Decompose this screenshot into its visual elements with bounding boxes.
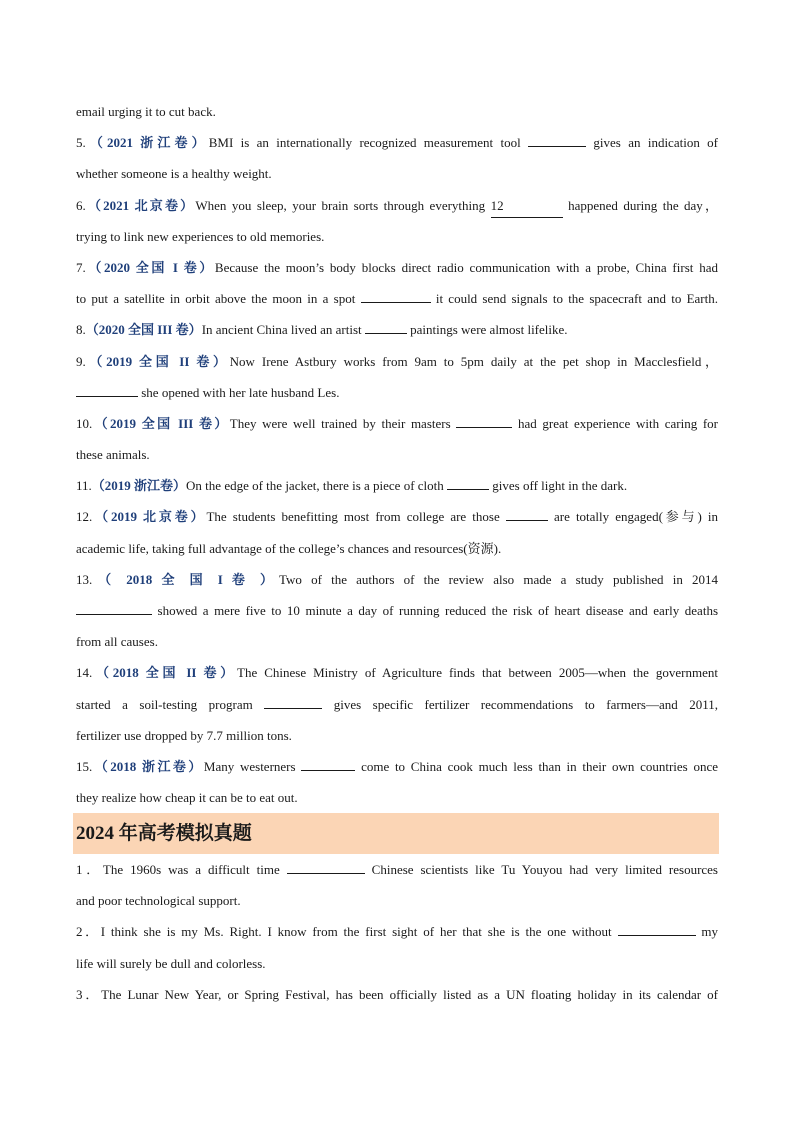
text-line xyxy=(76,569,718,600)
question-text: Chinese scientists like Tu Youyou had very limited resources xyxy=(371,862,718,877)
question-text: these animals. xyxy=(76,447,150,463)
question-number: 15. xyxy=(76,758,93,774)
answer-blank xyxy=(365,320,407,334)
exam-source: （2019 全国 II 卷） xyxy=(85,353,230,369)
question-item xyxy=(76,756,718,818)
text-line xyxy=(76,319,718,350)
answer-blank xyxy=(264,695,322,709)
text-line xyxy=(76,351,718,382)
question-text: are totally engaged(参与) in xyxy=(553,509,718,525)
question-text: it could send signals to the spacecraft and to Earth. xyxy=(435,291,718,307)
question-item xyxy=(76,195,718,257)
question-text: BMI is an internationally recognized measurement tool xyxy=(208,135,521,151)
question-text: started a soil-testing program xyxy=(76,696,253,712)
exam-source: （2018 浙江卷） xyxy=(92,758,204,774)
question-text: gives specific fertilizer recommendations to farmers—and 2011, xyxy=(333,696,718,712)
question-text: They were well trained by their masters xyxy=(229,415,451,431)
question-text: she opened with her late husband Les. xyxy=(141,384,340,400)
question-item xyxy=(76,257,718,319)
question-item xyxy=(76,132,718,194)
answer-blank xyxy=(447,476,489,490)
question-text: to put a satellite in orbit above the moon in a spot xyxy=(76,291,356,307)
text-line xyxy=(76,890,718,921)
text-line xyxy=(76,132,718,163)
question-number: 5. xyxy=(76,135,86,151)
question-item xyxy=(76,351,718,413)
text-line xyxy=(76,226,718,257)
text-line xyxy=(76,163,718,194)
question-text: whether someone is a healthy weight. xyxy=(76,166,272,182)
answer-blank xyxy=(76,383,138,397)
question-text: gives off light in the dark. xyxy=(492,478,628,494)
answer-blank xyxy=(506,507,548,521)
answer-blank xyxy=(618,922,696,936)
text-line xyxy=(76,257,718,288)
text-line xyxy=(76,953,718,984)
text-line xyxy=(76,413,718,444)
answer-blank xyxy=(528,133,586,147)
question-text: from all causes. xyxy=(76,634,158,650)
text-line xyxy=(76,288,718,319)
question-number: 10. xyxy=(76,415,93,431)
question-text: When you sleep, your brain sorts through everything xyxy=(195,197,486,213)
question-text: Two of the authors of the review also made a study published in 2014 xyxy=(278,571,718,587)
text-line xyxy=(76,662,718,693)
exam-source: （2021 北京卷） xyxy=(85,197,196,213)
answer-blank xyxy=(456,414,512,428)
question-number: 11. xyxy=(76,478,92,494)
text-line xyxy=(76,694,718,725)
answer-blank xyxy=(76,601,152,615)
text-line xyxy=(76,382,718,413)
exam-source: （2019 浙江卷） xyxy=(91,478,187,494)
mock-question-item xyxy=(76,984,718,1015)
mock-exam-questions xyxy=(76,859,718,1015)
question-text: Many westerners xyxy=(203,758,296,774)
question-item xyxy=(76,569,718,663)
question-item xyxy=(76,101,718,132)
question-text: The Chinese Ministry of Agriculture finds that between 2005—when the government xyxy=(237,665,718,681)
text-line xyxy=(76,984,718,1015)
question-text: they realize how cheap it can be to eat out. xyxy=(76,790,298,806)
section-heading: 2024 年高考模拟真题 xyxy=(73,813,719,854)
text-line xyxy=(76,859,718,890)
question-item xyxy=(76,662,718,756)
answer-blank: 12 xyxy=(491,195,563,218)
text-line xyxy=(76,101,718,132)
exam-source: （2020 全国 I 卷） xyxy=(85,259,215,275)
text-line xyxy=(76,444,718,475)
mock-question-item xyxy=(76,921,718,983)
text-line xyxy=(76,475,718,506)
question-text: The 1960s was a difficult time xyxy=(102,862,280,877)
question-number: 8. xyxy=(76,322,86,338)
question-number: 1． xyxy=(76,862,103,877)
question-text: life will surely be dull and colorless. xyxy=(76,955,266,971)
past-exam-questions xyxy=(76,101,718,818)
question-item xyxy=(76,506,718,568)
exam-source: （2021 浙江卷） xyxy=(85,135,209,151)
exam-source: （2018 全国 II 卷） xyxy=(92,665,237,681)
exam-source: （2019 北京卷） xyxy=(92,509,207,525)
question-text: academic life, taking full advantage of the college’s chances and resources(资源). xyxy=(76,540,502,556)
question-number: 3． xyxy=(76,986,102,1002)
exam-source: （ 2018 全 国 I 卷 ） xyxy=(92,571,279,587)
question-number: 12. xyxy=(76,509,93,525)
question-item xyxy=(76,413,718,475)
question-text: gives an indication of xyxy=(593,135,718,151)
text-line xyxy=(76,631,718,662)
answer-blank xyxy=(287,860,365,874)
question-number: 2． xyxy=(76,924,101,940)
answer-blank xyxy=(301,757,355,771)
question-number: 13. xyxy=(76,571,93,587)
question-text: come to China cook much less than in their own countries once xyxy=(361,758,718,774)
question-text: paintings were almost lifelike. xyxy=(410,322,568,338)
text-line xyxy=(76,921,718,952)
question-number: 6. xyxy=(76,197,86,213)
question-text: showed a mere five to 10 minute a day of running reduced the risk of heart disease and early deaths xyxy=(157,603,718,618)
exam-source: （2020 全国 III 卷） xyxy=(85,322,202,338)
text-line xyxy=(76,600,718,631)
question-text: In ancient China lived an artist xyxy=(201,322,362,338)
mock-question-item xyxy=(76,859,718,921)
answer-blank xyxy=(361,289,431,303)
question-number: 9. xyxy=(76,353,86,369)
question-text: fertilizer use dropped by 7.7 million tons. xyxy=(76,727,292,743)
question-text: Now Irene Astbury works from 9am to 5pm daily at the pet shop in Macclesfield， xyxy=(229,353,718,369)
text-line xyxy=(76,725,718,756)
question-number: 14. xyxy=(76,665,93,681)
exam-source: （2019 全国 III 卷） xyxy=(92,415,230,431)
question-text: Because the moon’s body blocks direct radio communication with a probe, China first had xyxy=(214,259,718,275)
text-line xyxy=(76,538,718,569)
question-text: The Lunar New Year, or Spring Festival, has been officially listed as a UN floating holiday in its calendar of xyxy=(101,986,718,1002)
text-line xyxy=(76,506,718,537)
question-text: my xyxy=(701,924,718,940)
question-item xyxy=(76,319,718,350)
question-text: happened during the day， xyxy=(568,197,718,213)
question-text: On the edge of the jacket, there is a piece of cloth xyxy=(186,478,444,494)
text-line xyxy=(76,756,718,787)
question-text: trying to link new experiences to old memories. xyxy=(76,228,325,244)
question-number: 7. xyxy=(76,259,86,275)
question-text: The students benefitting most from college are those xyxy=(206,509,500,525)
question-item xyxy=(76,475,718,506)
question-text: email urging it to cut back. xyxy=(76,104,216,119)
text-line xyxy=(76,195,718,226)
question-text: I think she is my Ms. Right. I know from the first sight of her that she is the one without xyxy=(100,924,612,940)
question-text: had great experience with caring for xyxy=(517,415,718,431)
question-text: and poor technological support. xyxy=(76,893,241,909)
